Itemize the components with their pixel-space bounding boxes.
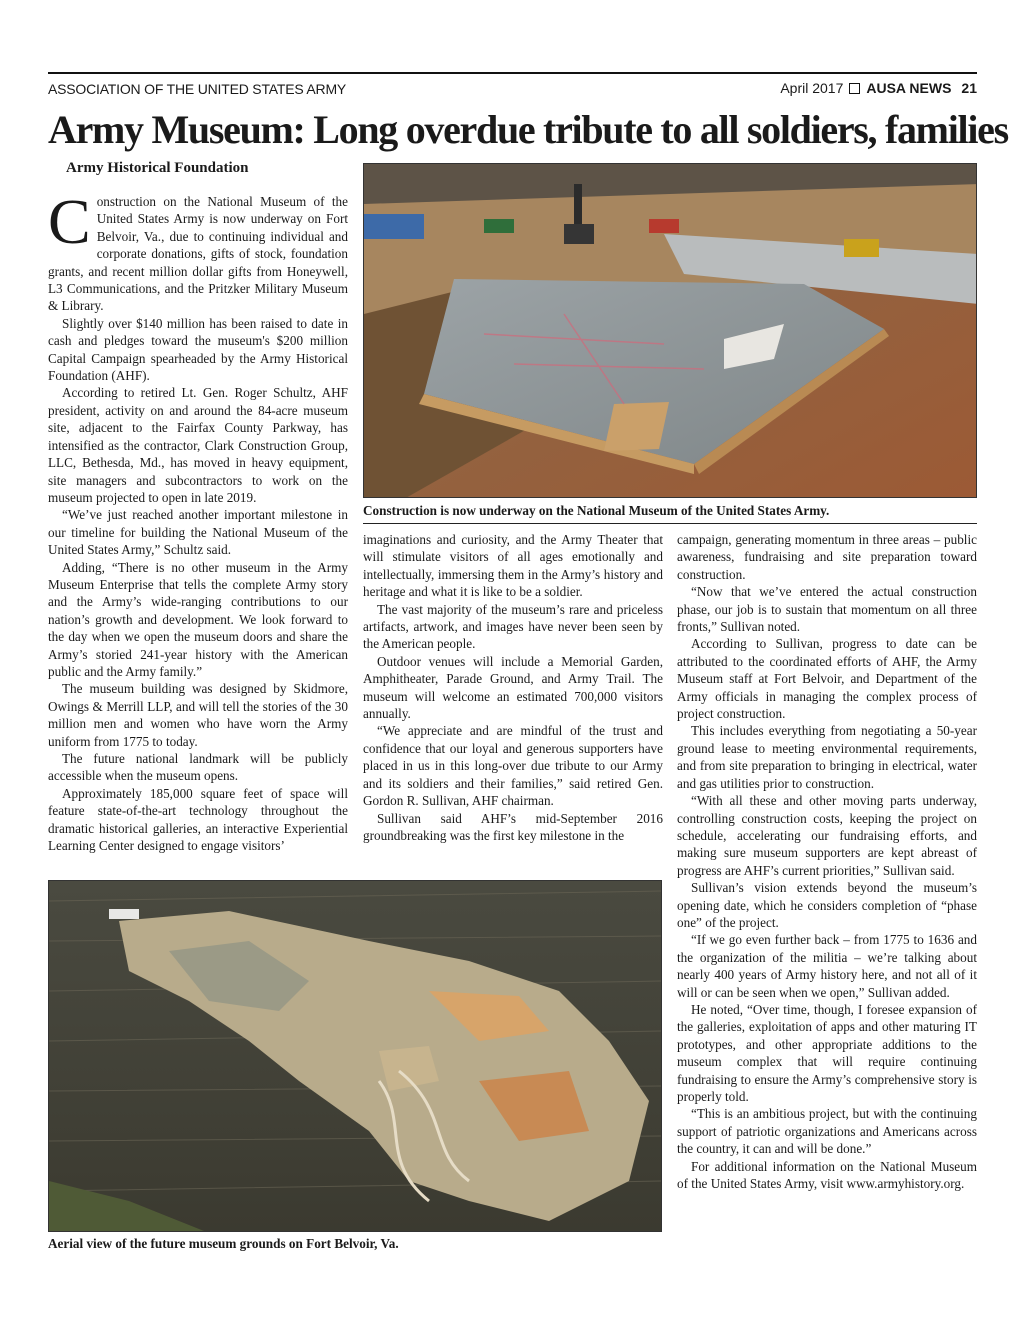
article-paragraph: The vast majority of the museum’s rare and priceless artifacts, artwork, and images have never been seen by the American people.: [363, 601, 663, 652]
article-paragraph: Outdoor venues will include a Memorial Garden, Amphitheater, Parade Ground, and Army Trail. The museum will welcome an estimated 700,000 visitors annually.: [363, 653, 663, 722]
article-column-2: [363, 531, 663, 844]
article-byline: Army Historical Foundation: [66, 160, 249, 176]
article-paragraph: He noted, “Over time, though, I foresee expansion of the galleries, exploitation of apps and other maturing IT prototypes, and other appropriate additions to the museum complex that will require continuing fundraising to ensure the Army’s comprehensive story is properly told.: [677, 1001, 977, 1104]
article-paragraph: Adding, “There is no other museum in the Army Museum Enterprise that tells the complete Army story and the Army’s wide-ranging contributions to our nation’s growth and development. We look forward to the day when we open the museum doors and share the Army’s storied 241-year history with the American public and the Army family.”: [48, 559, 348, 679]
article-column-1: [48, 186, 348, 854]
caption-rule: [363, 523, 977, 524]
article-column-3: [677, 531, 977, 1192]
construction-photo-caption: Construction is now underway on the National Museum of the United States Army.: [363, 503, 830, 518]
article-paragraph: The future national landmark will be publicly accessible when the museum opens.: [48, 751, 348, 784]
drop-cap: C: [48, 186, 91, 257]
article-paragraph: According to retired Lt. Gen. Roger Schultz, AHF president, activity on and around the 84-acre museum site, adjacent to the Fairfax County Parkway, has intensified as the contractor, Clark Construction Group, LLC, Bethesda, Md., has moved in heavy equipment, site managers and subcontractors to work on the museum projected to open in late 2019.: [48, 385, 348, 505]
masthead-issue: [780, 80, 977, 96]
masthead-org: ASSOCIATION OF THE UNITED STATES ARMY: [48, 81, 347, 97]
article-paragraph: According to Sullivan, progress to date can be attributed to the coordinated efforts of AHF, the Army Museum staff at Fort Belvoir, and Department of the Army officials in managing the complex process of project construction.: [677, 636, 977, 722]
article-paragraph: “This is an ambitious project, but with the continuing support of patriotic organizations and Americans across the country, it can and will be done.”: [677, 1106, 977, 1157]
construction-site-photo: [363, 163, 977, 498]
checkbox-icon: [849, 83, 860, 94]
article-paragraph: “With all these and other moving parts underway, controlling construction costs, keeping the project on schedule, accelerating our fundraising efforts, and making sure museum supporters are kept abreast of progress are AHF’s current priorities,” Sullivan said.: [677, 793, 977, 878]
article-headline: Army Museum: Long overdue tribute to all soldiers, families: [48, 107, 1008, 152]
article-paragraph: Slightly over $140 million has been raised to date in cash and pledges toward the museum's $200 million Capital Campaign spearheaded by the Army Historical Foundation (AHF).: [48, 315, 348, 384]
article-paragraph: The museum building was designed by Skidmore, Owings & Merrill LLP, and will tell the stories of the 30 million men and women who have worn the Army uniform from 1775 to today.: [48, 681, 348, 749]
article-paragraph: “We’ve just reached another important milestone in our timeline for building the National Museum of the United States Army,” Schultz said.: [48, 507, 348, 558]
article-paragraph: campaign, generating momentum in three areas – public awareness, fundraising and site preparation toward construction.: [677, 532, 977, 582]
masthead-date: April 2017: [780, 80, 844, 96]
article-paragraph: Sullivan’s vision extends beyond the museum’s opening date, which he considers completion of “phase one” of the project.: [677, 880, 977, 930]
aerial-grounds-photo: [48, 880, 662, 1232]
page-number: 21: [961, 80, 977, 96]
article-paragraph: For additional information on the National Museum of the United States Army, visit www.armyhistory.org.: [677, 1158, 977, 1192]
article-paragraph: Construction on the National Museum of the United States Army is now underway on Fort Belvoir, Va., due to continuing individual and corporate donations, gifts of stock, foundation grants, and recent million dollar gifts from Honeywell, L3 Communications, and the Pritzker Military Museum & Library.: [48, 186, 348, 314]
aerial-photo-caption: Aerial view of the future museum grounds on Fort Belvoir, Va.: [48, 1236, 399, 1251]
article-paragraph: imaginations and curiosity, and the Army Theater that will stimulate visitors of all ages emotionally and intellectually, immersing them in the Army’s history and heritage and what it is like to be a soldier.: [363, 532, 663, 600]
masthead-rule: [48, 72, 977, 74]
article-paragraph: Sullivan said AHF’s mid-September 2016 groundbreaking was the first key milestone in the: [363, 810, 663, 843]
article-paragraph: “If we go even further back – from 1775 to 1636 and the organization of the militia – we’re talking about nearly 400 years of Army history here, and not all of it will or can be seen when we open,” Sullivan added.: [677, 932, 977, 1000]
article-paragraph: Approximately 185,000 square feet of space will feature state-of-the-art technology throughout the dramatic historical galleries, an interactive Experiential Learning Center designed to engage visitors’: [48, 785, 348, 854]
article-paragraph: This includes everything from negotiating a 50-year ground lease to meeting environmental requirements, and from site preparation to bringing in electrical, water and gas utilities prior to construction.: [677, 723, 977, 791]
article-paragraph: “Now that we’ve entered the actual construction phase, our job is to sustain that momentum on all three fronts,” Sullivan noted.: [677, 584, 977, 635]
article-paragraph: “We appreciate and are mindful of the trust and confidence that our loyal and generous supporters have placed in us in this long-over due tribute to our Army and its soldiers and their families,” said retired Gen. Gordon R. Sullivan, AHF chairman.: [363, 723, 663, 809]
masthead-publication: AUSA NEWS: [866, 80, 952, 96]
